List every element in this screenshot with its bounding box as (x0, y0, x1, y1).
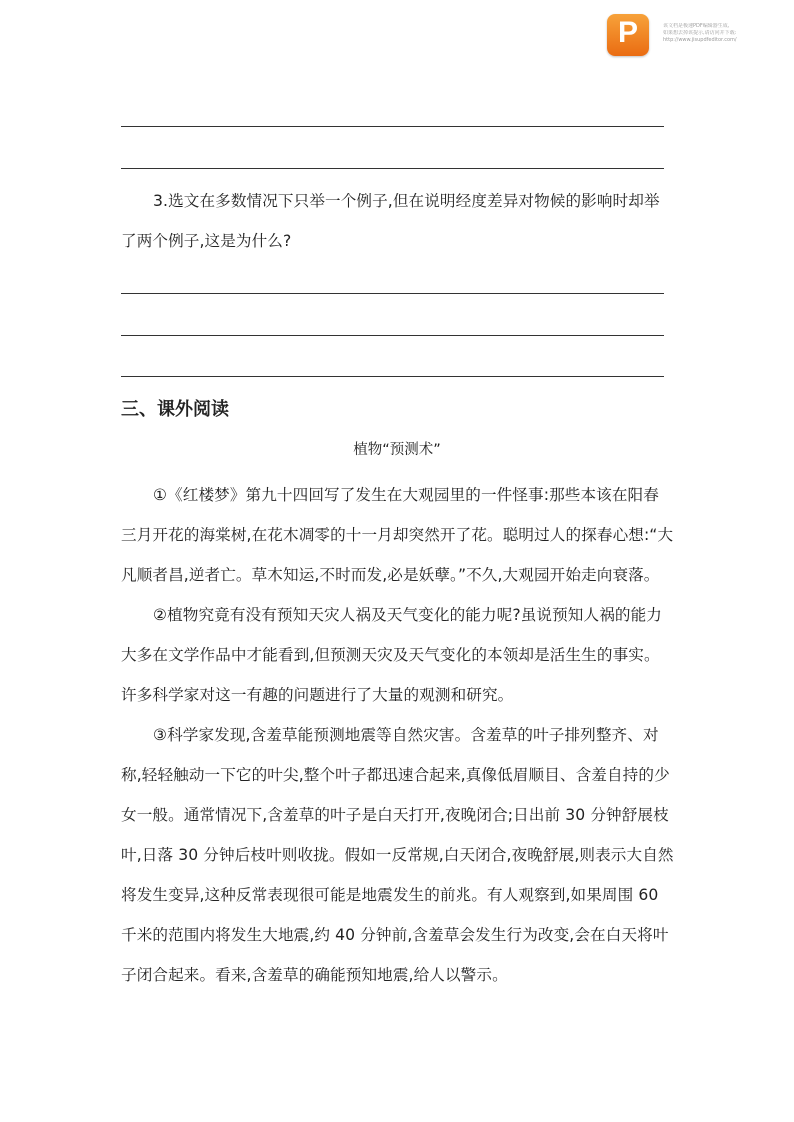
answer-line (121, 293, 664, 294)
pdf-editor-logo (607, 14, 649, 56)
paragraph-line: 叶,日落 30 分钟后枝叶则收拢。假如一反常规,白天闭合,夜晚舒展,则表示大自然 (121, 846, 674, 864)
paragraph-line: 子闭合起来。看来,含羞草的确能预知地震,给人以警示。 (121, 966, 508, 984)
watermark-notice (663, 23, 791, 44)
answer-line (121, 335, 664, 336)
question-line: 了两个例子,这是为什么? (121, 232, 292, 250)
paragraph-line: 女一般。通常情况下,含羞草的叶子是白天打开,夜晚闭合;日出前 30 分钟舒展枝 (121, 806, 669, 824)
paragraph-line: 三月开花的海棠树,在花木凋零的十一月却突然开了花。聪明过人的探春心想:“大 (121, 526, 674, 544)
question-3 (121, 181, 681, 261)
logo-letter: P (617, 16, 638, 49)
section-heading: 三、课外阅读 (121, 399, 229, 420)
paragraph-line: 大多在文学作品中才能看到,但预测天灾及天气变化的本领却是活生生的事实。 (121, 646, 660, 664)
paragraph-line: ①《红楼梦》第九十四回写了发生在大观园里的一件怪事:那些本该在阳春 (153, 486, 659, 504)
paragraph-line: ②植物究竟有没有预知天灾人祸及天气变化的能力呢?虽说预知人祸的能力 (153, 606, 662, 624)
paragraph-line: 许多科学家对这一有趣的问题进行了大量的观测和研究。 (121, 686, 514, 704)
paragraph-line: 千米的范围内将发生大地震,约 40 分钟前,含羞草会发生行为改变,会在白天将叶 (121, 926, 669, 944)
article-title: 植物“预测术” (353, 442, 441, 458)
paragraph-line: 将发生变异,这种反常表现很可能是地震发生的前兆。有人观察到,如果周围 60 (121, 886, 659, 904)
answer-line (121, 126, 664, 127)
paragraph-line: ③科学家发现,含羞草能预测地震等自然灾害。含羞草的叶子排列整齐、对 (153, 726, 659, 744)
watermark-link[interactable]: http://www.jisupdfeditor.com/ (663, 37, 737, 43)
question-line: 3.选文在多数情况下只举一个例子,但在说明经度差异对物候的影响时却举 (153, 192, 660, 210)
watermark-line: 如果想去掉该提示,请访问并下载: (663, 30, 737, 36)
answer-line (121, 168, 664, 169)
answer-line (121, 376, 664, 377)
article-body (121, 475, 681, 995)
watermark-line: 该文档是极速PDF编辑器生成, (663, 23, 730, 29)
paragraph-line: 称,轻轻触动一下它的叶尖,整个叶子都迅速合起来,真像低眉顺目、含羞自持的少 (121, 766, 670, 784)
paragraph-line: 凡顺者昌,逆者亡。草木知运,不时而发,必是妖孽。”不久,大观园开始走向衰落。 (121, 566, 660, 584)
